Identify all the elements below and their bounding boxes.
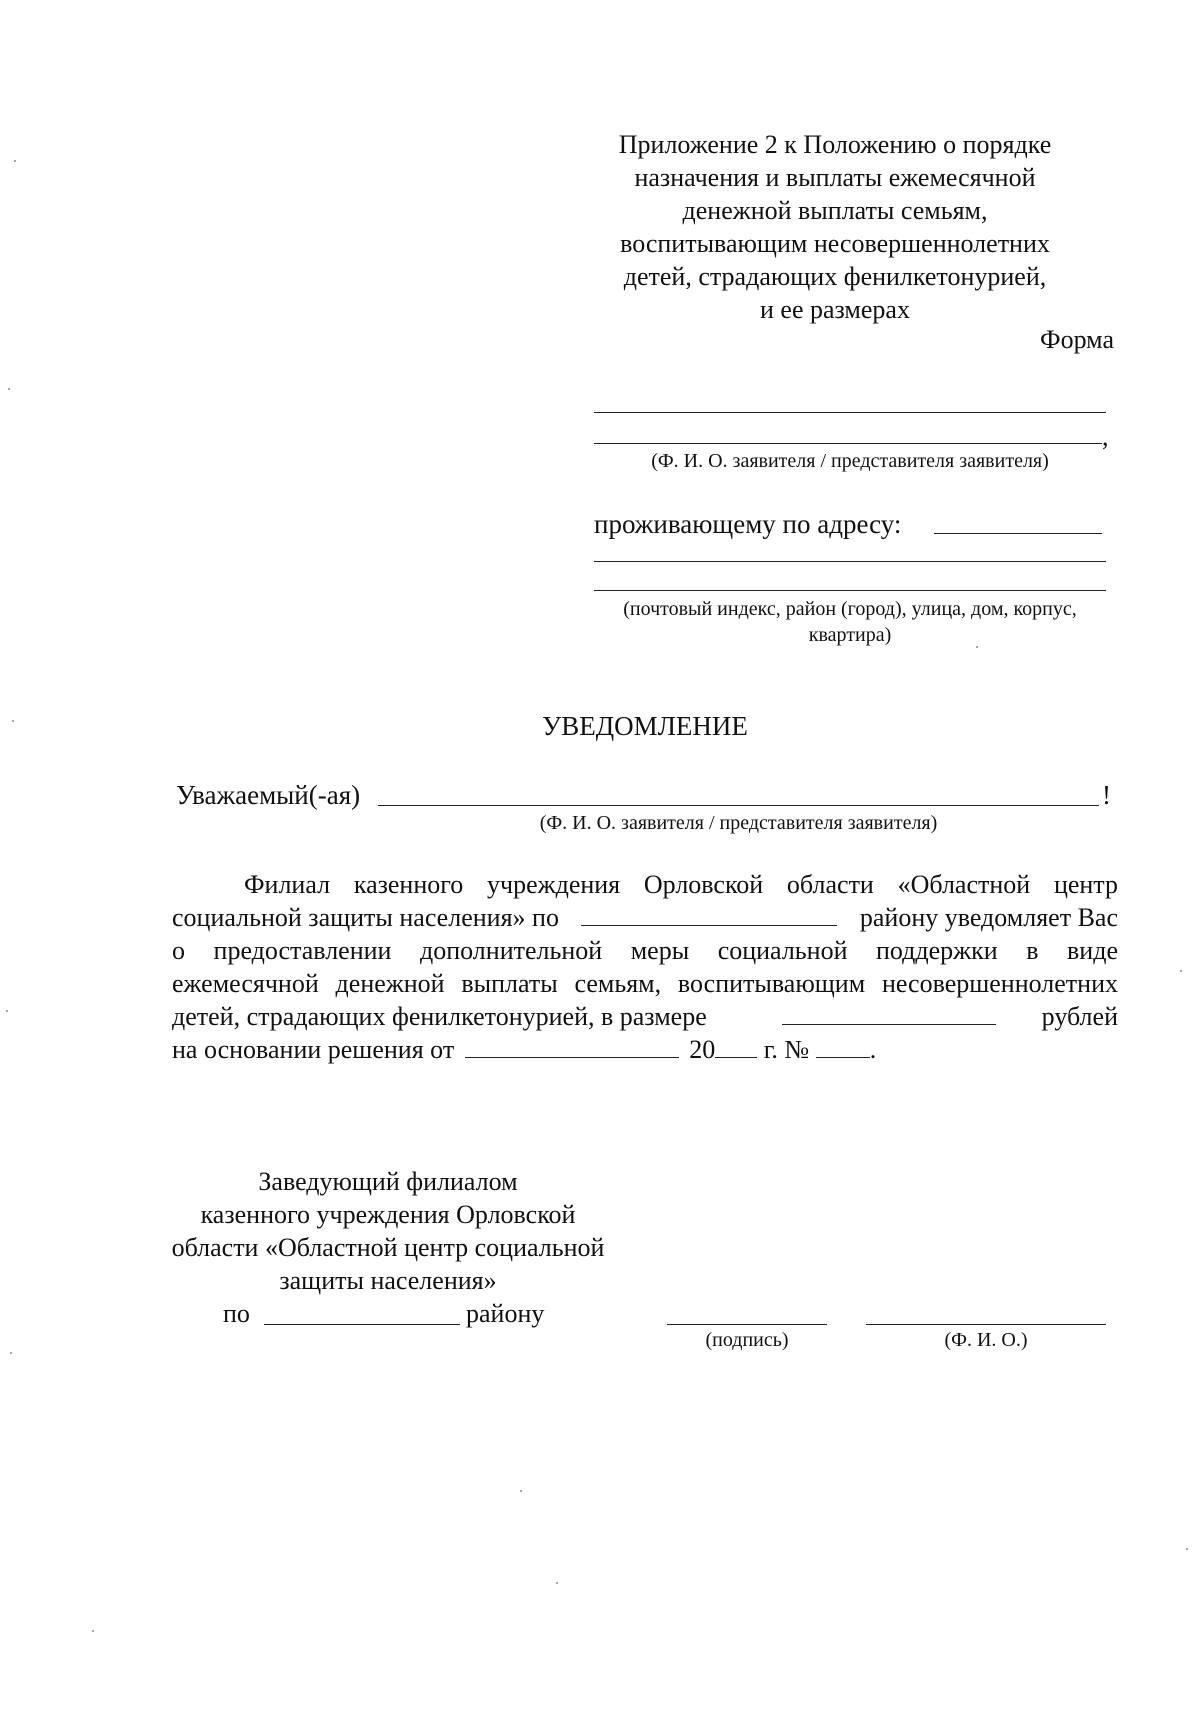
recipient-name-line-1[interactable] [594,412,1106,413]
appendix-line: Приложение 2 к Положению о порядке [618,130,1052,159]
signatory-name-caption: (Ф. И. О.) [944,1329,1028,1351]
scan-speck [12,720,14,722]
signatory-name-line[interactable] [866,1324,1106,1325]
appendix-line: детей, страдающих фенилкетонурией, [623,262,1047,291]
greeting-name-line[interactable] [378,805,1099,806]
body-line-5-start: детей, страдающих фенилкетонурией, в размере [172,1002,707,1031]
body-line-5 [172,1000,1118,1033]
body-line-5-end: рублей [1041,1002,1118,1031]
body-line-4-text: ежемесячной денежной выплаты семьям, воспитывающим несовершеннолетних [172,969,1118,998]
address-label: проживающему по адресу: [594,509,902,539]
district-field[interactable] [581,901,837,926]
greeting-label: Уважаемый(-ая) [176,780,361,810]
signatory-title-line: Заведующий филиалом [258,1167,518,1196]
form-label: Форма [1040,325,1114,354]
signatory-district-line[interactable] [264,1324,460,1325]
body-line-6 [172,1033,1118,1066]
amount-field[interactable] [782,1000,996,1025]
signatory-title-line: казенного учреждения Орловской [200,1200,576,1229]
recipient-name-caption: (Ф. И. О. заявителя / представителя заявителя) [651,450,1049,472]
scan-speck [976,646,978,648]
appendix-header [600,128,1070,326]
notice-body [172,868,1118,1066]
scan-speck [1180,970,1182,972]
scan-speck [92,1630,94,1632]
address-caption-line-2: квартира) [808,624,892,646]
signatory-district-suffix: району [466,1299,545,1328]
appendix-line: назначения и выплаты ежемесячной [634,163,1036,192]
body-line-6-mid: г. № [763,1035,810,1064]
scan-speck [8,388,10,390]
signatory-title-line: защиты населения» [279,1266,497,1295]
scan-speck [1186,1548,1188,1550]
body-line-6-end: . [869,1035,877,1064]
signatory-district-prefix: по [223,1299,250,1328]
scan-speck [10,1352,12,1354]
scan-speck [520,1490,522,1492]
address-line-1[interactable] [934,533,1102,534]
appendix-line: и ее размерах [760,295,910,324]
scan-speck [6,1010,8,1012]
signatory-title [148,1165,628,1297]
decision-year-field[interactable] [715,1033,757,1058]
body-line-3 [172,934,1118,967]
address-line-3[interactable] [594,590,1106,591]
body-line-6-year: 20 [689,1035,716,1064]
greeting-caption: (Ф. И. О. заявителя / представителя заявителя) [539,812,938,834]
appendix-line: денежной выплаты семьям, [682,196,988,225]
body-line-2 [172,901,1118,934]
address-row [594,507,901,541]
body-line-3-text: о предоставлении дополнительной меры социальной поддержки в виде [172,936,1118,965]
body-line-1 [172,868,1118,901]
document-title: УВЕДОМЛЕНИЕ [542,711,748,741]
body-line-2-start: социальной защиты населения» по [172,903,559,932]
signatory-title-line: области «Областной центр социальной [171,1233,605,1262]
address-line-2[interactable] [594,561,1106,562]
recipient-name-line-2[interactable] [594,443,1102,444]
decision-date-field[interactable] [465,1033,679,1058]
decision-number-field[interactable] [816,1033,870,1058]
appendix-line: воспитывающим несовершеннолетних [620,229,1050,258]
body-line-2-end: району уведомляет Вас [859,903,1118,932]
signature-caption: (подпись) [705,1329,789,1351]
body-line-1-text: Филиал казенного учреждения Орловской области «Областной центр [244,870,1118,899]
address-caption-line-1: (почтовый индекс, район (город), улица, дом, корпус, [623,598,1077,620]
signature-line[interactable] [667,1324,827,1325]
scan-speck [14,160,16,162]
body-line-6-start: на основании решения от [172,1035,455,1064]
address-caption [580,596,1120,648]
scan-speck [556,1582,558,1584]
recipient-name-comma: , [1102,422,1109,451]
body-line-4 [172,967,1118,1000]
greeting-exclamation: ! [1102,780,1111,810]
